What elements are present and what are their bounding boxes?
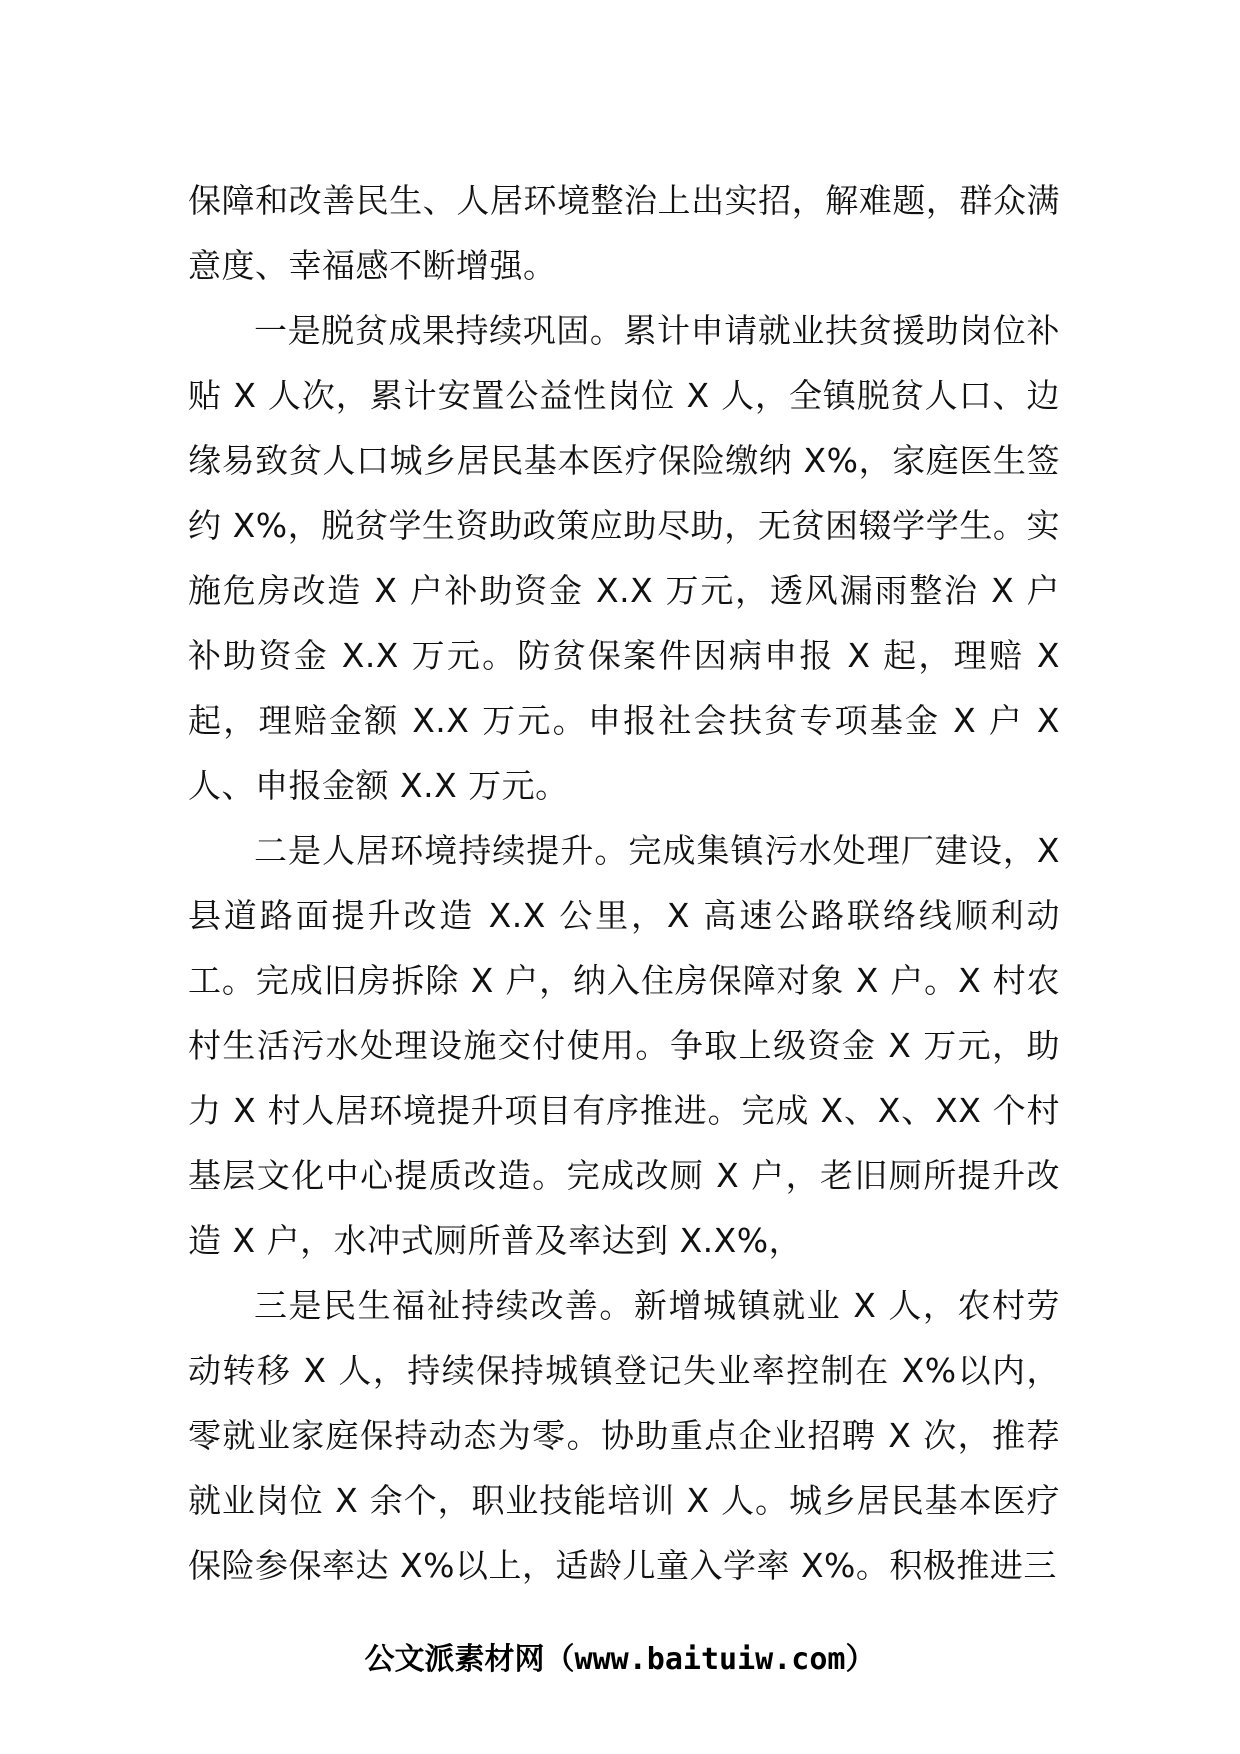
paragraph-poverty-alleviation: 一是脱贫成果持续巩固。累计申请就业扶贫援助岗位补贴 X 人次，累计安置公益性岗位 X 人，全镇脱贫人口、边缘易致贫人口城乡居民基本医疗保险缴纳 X%，家庭医生签约 X%，脱贫学生资助政策应助尽助，无贫困辍学学生。实施危房改造 X 户补助资金 X.X 万元，透风漏雨整治 X 户补助资金 X.X 万元。防贫保案件因病申报 X 起，理赔 X 起，理赔金额 X.X 万元。申报社会扶贫专项基金 X 户 X 人、申报金额 X.X 万元。	[188, 311, 1060, 805]
paragraph-intro: 保障和改善民生、人居环境整治上出实招，解难题，群众满意度、幸福感不断增强。	[188, 181, 1060, 285]
footer-url: （www.baituiw.com）	[544, 1642, 876, 1677]
paragraph-living-environment: 二是人居环境持续提升。完成集镇污水处理厂建设，X 县道路面提升改造 X.X 公里，X 高速公路联络线顺利动工。完成旧房拆除 X 户，纳入住房保障对象 X 户。X 村农村生活污水处理设施交付使用。争取上级资金 X 万元，助力 X 村人居环境提升项目有序推进。完成 X、X、XX 个村基层文化中心提质改造。完成改厕 X 户，老旧厕所提升改造 X 户，水冲式厕所普及率达到 X.X%，	[188, 831, 1060, 1260]
footer-site-name: 公文派素材网	[364, 1642, 545, 1677]
footer-watermark	[0, 1640, 1240, 1680]
document-body	[188, 168, 1060, 1598]
paragraph-livelihood: 三是民生福祉持续改善。新增城镇就业 X 人，农村劳动转移 X 人，持续保持城镇登记失业率控制在 X%以内，零就业家庭保持动态为零。协助重点企业招聘 X 次，推荐就业岗位 X 余个，职业技能培训 X 人。城乡居民基本医疗保险参保率达 X%以上，适龄儿童入学率 X%。积极推进三	[188, 1286, 1060, 1585]
